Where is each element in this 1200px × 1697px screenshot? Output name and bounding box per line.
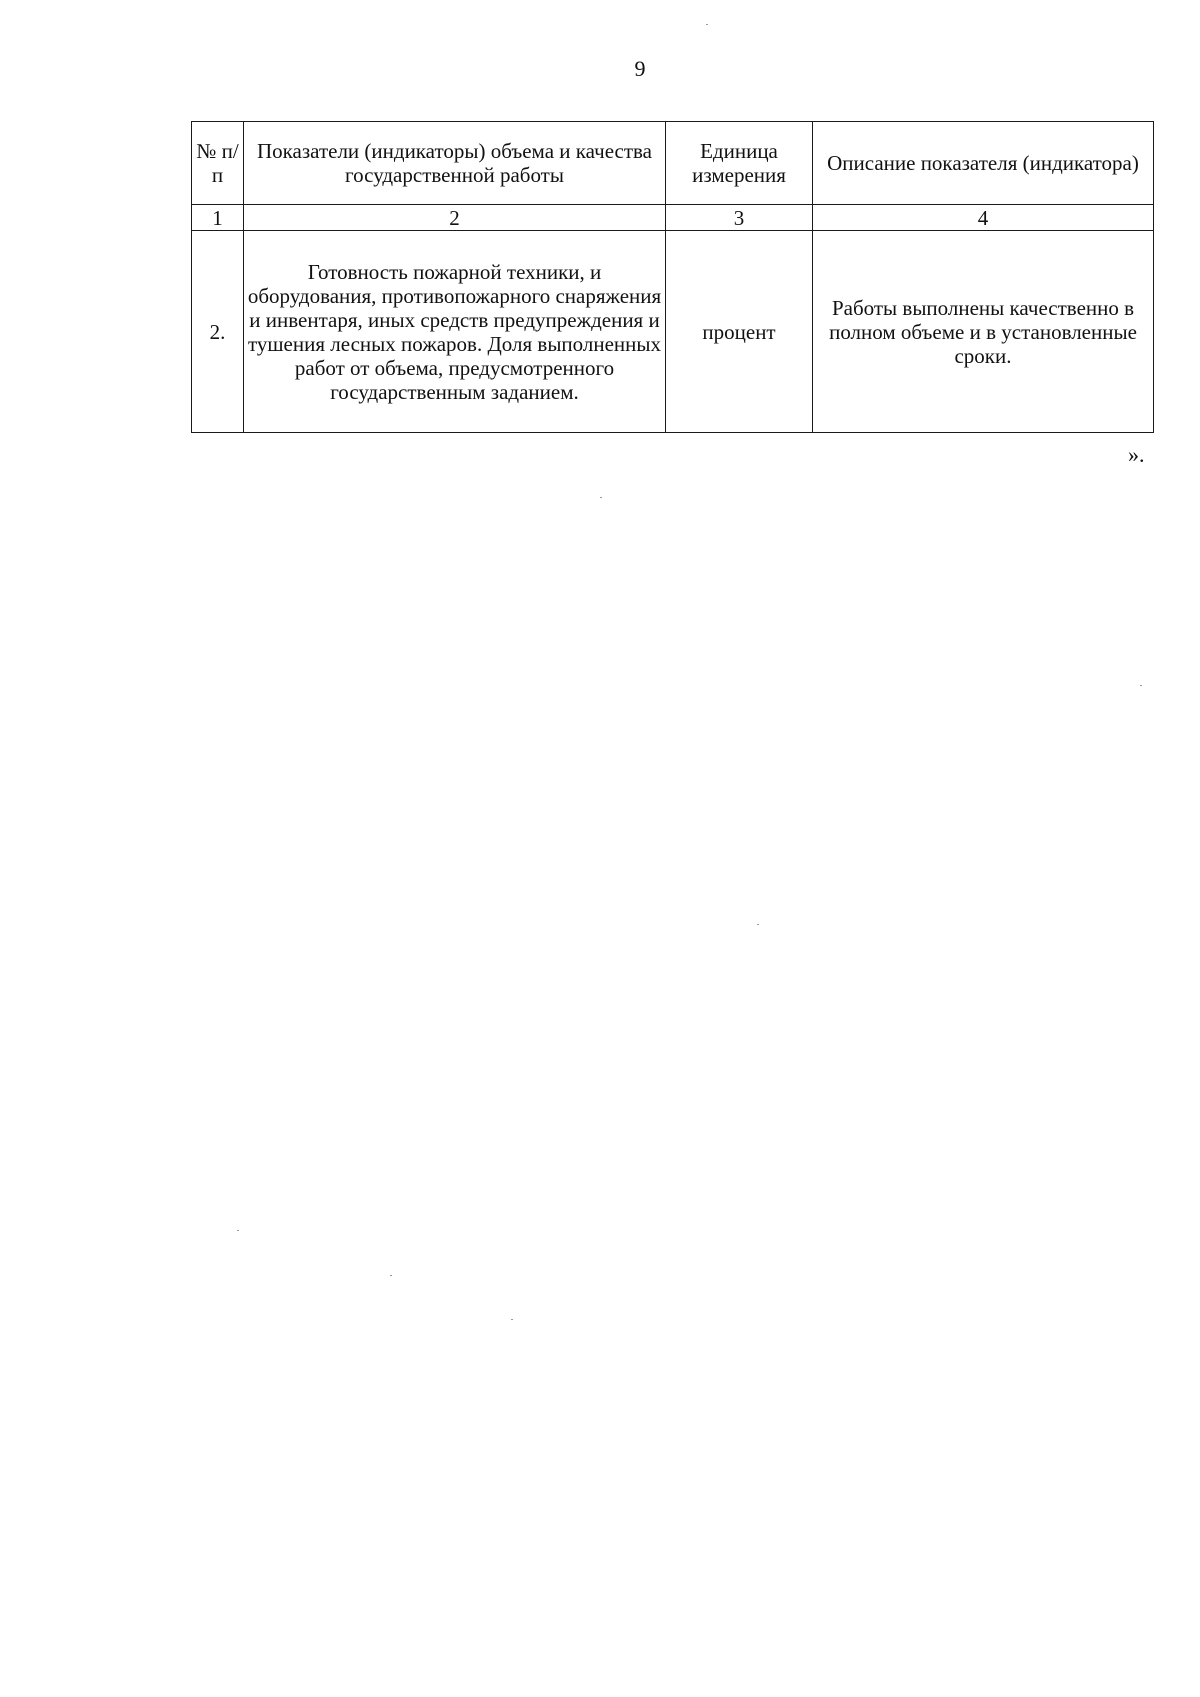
header-unit-cell: Единица измерения [666, 122, 813, 205]
header-indicator-cell: Показатели (индикаторы) объема и качества государственной работы [244, 122, 666, 205]
column-number-cell: 1 [192, 205, 244, 231]
column-number-cell: 2 [244, 205, 666, 231]
scan-speck [706, 24, 708, 25]
header-description-cell: Описание показателя (индикатора) [813, 122, 1154, 205]
closing-quote-mark: ». [1128, 442, 1145, 467]
indicators-table [191, 121, 1154, 433]
scan-speck [511, 1319, 513, 1320]
column-number-row [192, 205, 1154, 231]
scan-speck [237, 1230, 239, 1231]
scan-speck [1140, 685, 1142, 686]
scan-speck [390, 1275, 392, 1276]
column-number-cell: 3 [666, 205, 813, 231]
scan-speck [600, 497, 602, 498]
row-description-cell: Работы выполнены качественно в полном объеме и в установленные сроки. [813, 231, 1154, 433]
header-number-cell: № п/п [192, 122, 244, 205]
column-number-cell: 4 [813, 205, 1154, 231]
table-row [192, 231, 1154, 433]
row-number-cell: 2. [192, 231, 244, 433]
row-unit-cell: процент [666, 231, 813, 433]
table-header-row [192, 122, 1154, 205]
scan-speck [757, 924, 759, 925]
page-number: 9 [634, 56, 646, 81]
row-indicator-cell: Готовность пожарной техники, и оборудования, противопожарного снаряжения и инвентаря, иных средств предупреждения и тушения лесных пожаров. Доля выполненных работ от объема, предусмотренного государственным заданием. [244, 231, 666, 433]
